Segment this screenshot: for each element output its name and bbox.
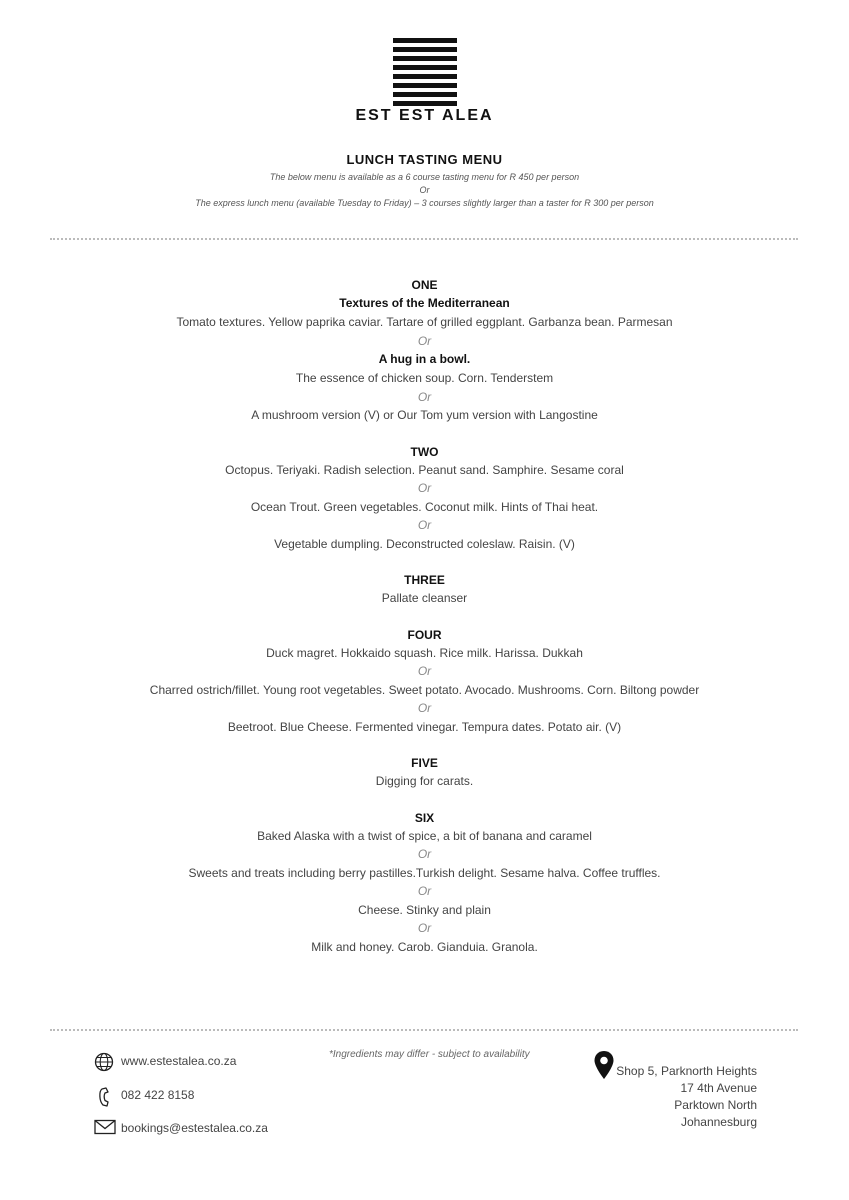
course-four	[0, 626, 849, 737]
dish-description: Charred ostrich/fillet. Young root vegetables. Sweet potato. Avocado. Mushrooms. Corn. Biltong powder	[149, 682, 700, 697]
course-heading: SIX	[414, 810, 435, 825]
or-separator: Or	[417, 701, 432, 715]
course-six	[0, 809, 849, 957]
logo-mark	[393, 38, 457, 110]
dish-description: Ocean Trout. Green vegetables. Coconut milk. Hints of Thai heat.	[250, 499, 599, 514]
globe-icon	[94, 1052, 114, 1072]
dish-description: Digging for carats.	[375, 774, 474, 788]
website-link[interactable]: www.estestalea.co.za	[121, 1054, 237, 1068]
course-two	[0, 443, 849, 554]
course-one	[0, 276, 849, 425]
email-link[interactable]: bookings@estestalea.co.za	[121, 1121, 268, 1135]
or-separator: Or	[417, 481, 432, 495]
menu-courses	[0, 276, 849, 956]
dish-title: Textures of the Mediterranean	[339, 296, 510, 310]
dish-description: Sweets and treats including berry pastilles.Turkish delight. Sesame halva. Coffee truffles.	[188, 865, 661, 880]
course-heading: THREE	[404, 573, 445, 587]
divider-bottom	[50, 1029, 798, 1031]
phone-number[interactable]: 082 422 8158	[121, 1088, 195, 1102]
dish-description: Baked Alaska with a twist of spice, a bit of banana and caramel	[257, 828, 592, 843]
price-line-express: The express lunch menu (available Tuesday to Friday) – 3 courses slightly larger than a taster for R 300 per person	[195, 198, 654, 208]
or-separator: Or	[417, 921, 432, 935]
dish-description: Milk and honey. Carob. Gianduia. Granola.	[311, 939, 538, 954]
dish-description: Duck magret. Hokkaido squash. Rice milk. Harissa. Dukkah	[266, 645, 583, 660]
brand-name: EST EST ALEA	[355, 107, 494, 124]
course-heading: ONE	[411, 278, 438, 292]
map-pin-icon	[593, 1050, 615, 1080]
address-line: Shop 5, Parknorth Heights	[616, 1064, 757, 1078]
address-line: Johannesburg	[680, 1115, 757, 1129]
dish-description: Cheese. Stinky and plain	[358, 902, 491, 917]
or-separator: Or	[417, 518, 432, 532]
mail-icon	[94, 1119, 116, 1135]
or-separator: Or	[417, 389, 432, 404]
course-heading: FOUR	[407, 627, 442, 642]
or-separator: Or	[417, 884, 432, 898]
course-three	[0, 571, 849, 608]
dish-description: The essence of chicken soup. Corn. Tenderstem	[295, 371, 554, 385]
menu-title: LUNCH TASTING MENU	[346, 152, 503, 167]
course-heading: FIVE	[411, 756, 438, 770]
dish-title: A hug in a bowl.	[378, 352, 471, 366]
dish-description: A mushroom version (V) or Our Tom yum version with Langostine	[251, 408, 598, 422]
price-line-or: Or	[419, 185, 430, 195]
divider-top	[50, 238, 798, 240]
or-separator: Or	[417, 847, 432, 861]
address-line: Parktown North	[674, 1098, 757, 1112]
dish-description: Vegetable dumpling. Deconstructed coleslaw. Raisin. (V)	[274, 536, 575, 551]
address-line: 17 4th Avenue	[680, 1081, 757, 1095]
availability-note: *Ingredients may differ - subject to availability	[329, 1049, 530, 1060]
course-five	[0, 754, 849, 791]
or-separator: Or	[417, 664, 432, 678]
dish-description: Octopus. Teriyaki. Radish selection. Peanut sand. Samphire. Sesame coral	[225, 462, 624, 477]
address-block	[616, 1063, 757, 1131]
dish-description: Pallate cleanser	[381, 591, 468, 605]
price-line-tasting: The below menu is available as a 6 course tasting menu for R 450 per person	[269, 172, 580, 182]
course-heading: TWO	[410, 444, 439, 459]
or-separator: Or	[417, 333, 432, 348]
dish-description: Beetroot. Blue Cheese. Fermented vinegar. Tempura dates. Potato air. (V)	[227, 719, 622, 734]
dish-description: Tomato textures. Yellow paprika caviar. Tartare of grilled eggplant. Garbanza bean. Parmesan	[176, 315, 673, 329]
phone-icon	[94, 1086, 114, 1108]
